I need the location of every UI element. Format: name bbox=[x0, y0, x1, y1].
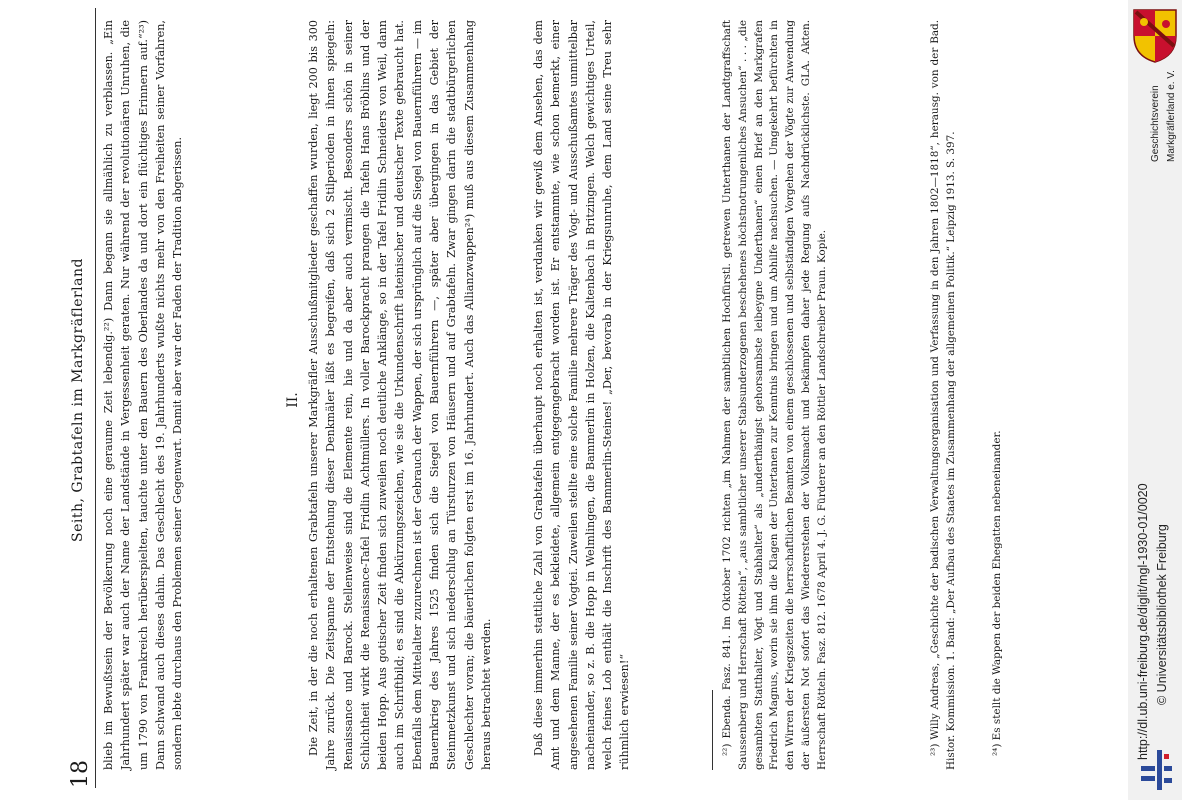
footnote-rule bbox=[712, 690, 713, 770]
footnote: ²⁴) Es stellt die Wappen der beiden Ehegatten nebeneinander. bbox=[991, 430, 1003, 756]
footnote: ²³) Willy Andreas, „Geschichte der badischen Verwaltungsorganisation und Verfassung in den Jahren 1802—1818“, herausg. von der Bad. Histor. Kommission. 1. Band: „Der Aufbau des Staates im Zusammenhang der allgemeinen Politik.“ Leipzig 1913. S. 397. bbox=[929, 20, 957, 770]
body-paragraph: blieb im Bewußtsein der Bevölkerung noch eine geraume Zeit lebendig.²²) Dann begann sie allmählich zu verblassen. „Ein Jahrhundert später war auch der Name der Landstände in Vergessenheit geraten. Nur während der revolutionären Unruhen, die um 1790 von Frankreich herüberspielten, tauchte unter den Bauern des Oberlandes da und dort ein flüchtiges Erinnern auf.“²³) Dann schwand auch dieses dahin. Das Geschlecht des 19. Jahrhunderts wußte nichts mehr von den Freiheiten seiner Vorfahren, sondern lebte durchaus den Problemen seiner Gegenwart. Damit aber war der Faden der Tradition abgerissen. bbox=[102, 20, 185, 770]
running-head bbox=[66, 12, 94, 788]
header-rule bbox=[95, 8, 96, 788]
source-url-link[interactable]: http://dl.ub.uni-freiburg.de/diglit/mgl-1930-01/0020 bbox=[1136, 483, 1150, 760]
coat-of-arms-icon bbox=[1130, 6, 1180, 64]
society-name-line2: Markgräflerland e. V. bbox=[1166, 70, 1177, 162]
society-name-line1: Geschichtsverein bbox=[1150, 85, 1161, 162]
running-title: Seith, Grabtafeln im Markgräflerland bbox=[70, 258, 86, 542]
copyright-notice: © Universitätsbibliothek Freiburg bbox=[1155, 524, 1169, 705]
ub-freiburg-logo-icon bbox=[1133, 748, 1177, 792]
page-number: 18 bbox=[68, 760, 93, 788]
body-paragraph: Die Zeit, in der die noch erhaltenen Grabtafeln unserer Markgräfler Ausschußmitglieder geschaffen wurden, liegt 200 bis 300 Jahre zurück. Die Zeitspanne der Entstehung dieser Denkmäler läßt es begreifen, daß sich 2 Stilperioden in ihnen spiegeln: Renaissance und Barock. Stellenweise sind die Elemente rein, hie und da aber auch vermischt. Besonders schön in seiner Schlichtheit wirkt die Renaissance-Tafel Fridlin Achtmüllers. In voller Barockpracht prangen die Tafeln Hans Bröblins und der beiden Hopp. Aus gotischer Zeit finden sich zuweilen noch deutliche Anklänge, so in der Tafel Fridlin Schneiders von Weil, dann auch im Schriftbild; es sind die Abkürzungszeichen, wie sie die Urkundenschrift lateinischer und deutscher Texte gebraucht hat. Ebenfalls dem Mittelalter zuzurechnen ist der Gebrauch der Wappen, der sich ursprünglich auf die Siegel von Bauernführern — im Bauernkrieg des Jahres 1525 finden sich die Siegel von Bauernführern —, später aber übergingen in das Gebiet der Steinmetzkunst und sich niederschlug an Türsturzen von Häusern und auf Grabtafeln. Zwar gingen darin die stadtbürgerlichen Geschlechter voran; die bäuerlichen folgten erst im 16. Jahrhundert. Auch das Allianzwappen²⁴) muß aus diesem Zusammenhang heraus betrachtet werden. bbox=[307, 20, 493, 770]
footnote: ²²) Ebenda. Fasz. 841. Im Oktober 1702 richten „im Nahmen der sambtlichen Hochfürstl. getrewen Unterthanen der Landtgraffschaft Saussenberg und Herrschaft Rötteln“, „aus sambtlicher unserer Stabsunderzogenen beschehenes höchstnotrungenliches Ansuchen“ . . . „die gesambten Statthalter, Vögt und Stabhalter“ als „underthänigst gehorsambste leibeygne Underthanen“ einen Brief an den Markgrafen Friedrich Magnus, worin sie ihm die Klagen der Untertanen zur Kenntnis bringen und um Abhilfe nachsuchen. — Umgekehrt befürchten in den Wirren der Kriegszeiten die herrschaftlichen Beamten von einem geschlossenen und selbständigen Vorgehen der Vögte zur Anwendung der äußersten Not sofort das Wiedererstehen der Volksmacht und bekämpfen daher jede Regung aufs Nachdrücklichste. GLA. Akten. Herrschaft Rötteln. Fasz. 812. 1678 April 4. J. G. Fürderer an den Röttler Landschreiber Praun. Kopie. bbox=[721, 20, 828, 770]
body-paragraph: Daß diese immerhin stattliche Zahl von Grabtafeln überhaupt noch erhalten ist, verdanken wir gewiß dem Ansehen, das dem Amt und dem Manne, der es bekleidete, allgemein entgegengebracht worden ist. Er entstammte, wie schon bemerkt, einer angesehenen Familie seiner Vogtei. Zuweilen stellte eine solche Familie mehrere Träger des Vogt- und Ausschußamtes unmittelbar nacheinander, so z. B. die Hopp in Welmlingen, die Bammerlin in Holzen, die Kaltenbach in Britzingen. Welch gewichtiges Urteil, welch feines Lob enthält die Inschrift des Bammerlin-Steines! „Der, bevorab in der Kriegsunruhe, dem Land seine Treu sehr rühmlich erwiesen!“ bbox=[532, 20, 632, 770]
section-heading: II. bbox=[285, 392, 301, 408]
